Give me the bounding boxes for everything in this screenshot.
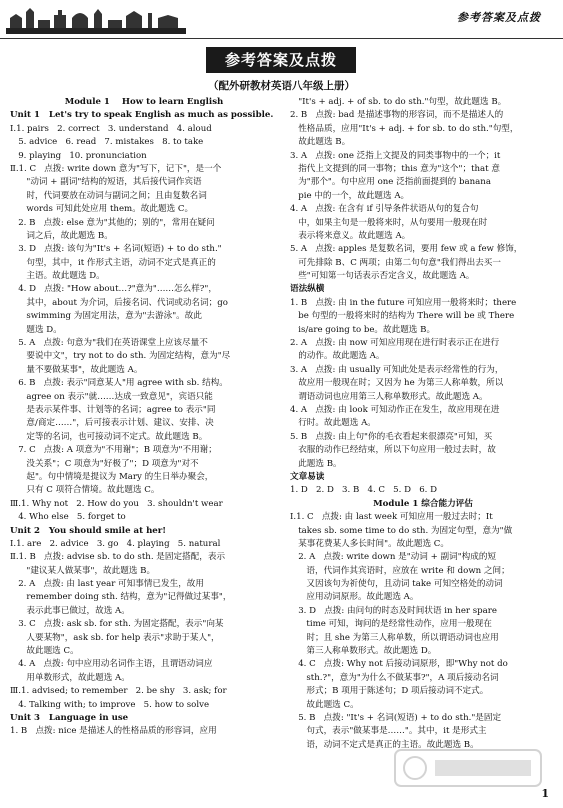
right-column-line: 2. A 点拨: write down 是"动词 + 副词"构成的短 [290, 552, 497, 563]
left-column-line: Ⅱ.1. C 点拨: write down 意为"写下，记下"，是一个 [10, 163, 222, 174]
right-column-line: 3. D 点拨: 由问句的时态及时间状语 in her spare [290, 605, 497, 616]
left-column-line: "建议某人做某事"，故此题选 B。 [10, 565, 156, 576]
right-column-line: 语，代词作其宾语时，应放在 write 和 down 之间； [290, 565, 510, 576]
right-column-line: 的动作。故此题选 A。 [290, 351, 385, 362]
right-column-line: 行时。故此题选 A。 [290, 418, 376, 429]
right-column-line: 句式，表示"做某事是……"。其中，it 是形式主 [290, 726, 487, 737]
left-column-line: Ⅱ.1. B 点拨: advise sb. to do sth. 是固定搭配，表示 [10, 552, 226, 563]
left-column-line: 5. A 点拨: 句意为"我们在英语课堂上应该尽量不 [10, 338, 208, 349]
left-column-line: 意/商定……"，后可接表示计划、建议、安排、决 [10, 418, 214, 429]
right-column-line: 2. B 点拨: bad 是描述事物的形容词，而不是描述人的 [290, 110, 504, 121]
left-column-line: Ⅲ.1. Why not 2. How do you 3. shouldn't wear [10, 498, 223, 509]
left-column-line: 起"。句中情境是提议为 Mary 的生日举办聚会， [10, 471, 214, 482]
left-column-line: 是表示某件事、计划等的名词；agree to 表示"同 [10, 404, 216, 415]
left-column-line: 1. B 点拨: nice 是描述人的性格品质的形容词，应用 [10, 726, 217, 737]
left-column-line: 其中，about 为介词，后接名词、代词或动名词；go [10, 297, 228, 308]
left-column-line: 要说中文"，try not to do sth. 为固定结构，意为"尽 [10, 351, 231, 362]
left-column-line: 没关系"；C 项意为"好极了"；D 项意为"对不 [10, 458, 199, 469]
edition-subtitle: （配外研教材英语八年级上册） [208, 80, 355, 92]
left-column-line: 只有 C 项符合情境。故此题选 C。 [10, 485, 160, 496]
left-column-line: words 可知此处应用 them。故此题选 C。 [10, 204, 194, 215]
left-column-line: agree on 表示"就……达成一致意见"，宾语只能 [10, 391, 213, 402]
left-column-line: Ⅰ.1. pairs 2. correct 3. understand 4. aloud [10, 123, 212, 134]
header-rule [0, 38, 563, 39]
right-column-line: 性格品质，应用"It's + adj. + for sb. to do sth."句型， [290, 123, 519, 134]
right-column-line: 指代上文提到的同一事物；this 意为"这个"；that 意 [290, 163, 500, 174]
left-column-line: Unit 2 You should smile at her! [10, 525, 167, 536]
left-column-line: Unit 3 Language in use [10, 712, 129, 723]
right-column-line: 3. A 点拨: one 泛指上文提及的同类事物中的一个；it [290, 150, 501, 161]
right-column-line: 第三人称单数形式。故此题选 D。 [290, 646, 437, 657]
left-column-line: swimming 为固定用法，意为"去游泳"。故此 [10, 311, 202, 322]
answer-banner: 参考答案及点拨 [206, 47, 356, 73]
left-column-line: 9. playing 10. pronunciation [10, 150, 147, 161]
watermark-logo-icon [393, 746, 543, 790]
right-column-line: Ⅰ.1. C 点拨: 由 last week 可知应用一般过去时；It [290, 512, 493, 523]
right-column-line: 故此题选 B。 [290, 137, 351, 148]
right-column-line: 3. A 点拨: 由 usually 可知此处是表示经常性的行为， [290, 364, 504, 375]
right-column-line: takes sb. some time to do sth. 为固定句型，意为"做 [290, 525, 513, 536]
right-column-line: 4. C 点拨: Why not 后接动词原形，即"Why not do [290, 659, 508, 670]
right-column-line: 又因该句为祈使句，且动词 take 可知空格处的动词 [290, 579, 503, 590]
right-column-line: 为"那个"。句中应用 one 泛指前面提到的 banana [290, 177, 491, 188]
left-column-line: 时，代词要放在动词与副词之间；且由复数名词 [10, 190, 207, 201]
right-column-line: 1. D 2. D 3. B 4. C 5. D 6. D [290, 485, 438, 496]
right-column-line: 衣服的动作已经结束，所以下句应用一般过去时，故 [290, 445, 496, 456]
left-column-line: 故此题选 C。 [10, 646, 79, 657]
left-column-line: 4. Who else 5. forget to [10, 512, 126, 523]
right-column-line: Module 1 综合能力评估 [373, 498, 473, 509]
right-column-line: 5. B 点拨: 由上句"你的毛衣看起来很漂亮"可知，买 [290, 431, 493, 442]
right-column-line: 此题选 B。 [290, 458, 342, 469]
left-column-line: 定等的名词，也可接动词不定式。故此题选 B。 [10, 431, 208, 442]
right-column [290, 96, 556, 752]
right-column-line: 时；且 she 为第三人称单数，所以谓语动词也应用 [290, 632, 499, 643]
left-column-line: 主语。故此题选 D。 [10, 271, 105, 282]
skyline-decoration-icon [6, 6, 186, 34]
right-column-line: 中，如果主句是一般将来时，从句要用一般现在时 [290, 217, 488, 228]
right-column-line: pie 中的一个，故此题选 A。 [290, 190, 410, 201]
left-column-line: 表示此事已做过，故选 A。 [10, 605, 130, 616]
right-column-line: 语，动词不定式是真正的主语。故此题选 B。 [290, 739, 479, 750]
left-column-line: 题选 D。 [10, 324, 62, 335]
left-column-line: 3. C 点拨: ask sb. for sth. 为固定搭配，表示"向某 [10, 619, 224, 630]
right-column-line: 4. A 点拨: 在含有 if 引导条件状语从句的复合句 [290, 204, 479, 215]
left-column-line: 4. A 点拨: 句中应用动名词作主语，且谓语动词应 [10, 659, 213, 670]
page-header [0, 0, 563, 40]
left-column-line: 5. advice 6. read 7. mistakes 8. to take [10, 137, 204, 148]
right-column-line: 可先排除 B、C 两项；由第二句句意"我们得出去买一 [290, 257, 501, 268]
right-column-line: time 可知，询问的是经常性动作，应用一般现在 [290, 619, 492, 630]
right-column-line: be 句型的一般将来时的结构为 There will be 或 There [290, 311, 515, 322]
left-column [10, 96, 278, 739]
right-column-line: 故此题选 C。 [290, 699, 359, 710]
left-column-line: Module 1 How to learn English [64, 97, 224, 107]
right-column-line: 5. B 点拨: "It's + 名词(短语) + to do sth."是固定 [290, 712, 502, 723]
right-column-line: 某事花费某人多长时间"。故此题选 C。 [290, 538, 449, 549]
right-column-line: 形式；B 项用于陈述句；D 项后接动词不定式。 [290, 686, 489, 697]
left-column-line: Unit 1 Let's try to speak English as much as possible. [10, 110, 274, 121]
left-column-line: 3. D 点拨: 该句为"It's + 名词(短语) + to do sth." [10, 244, 222, 255]
left-column-line: 词之后，故此题选 B。 [10, 230, 113, 241]
right-column-line: 些"可知第一句话表示否定含义，故此题选 A。 [290, 271, 475, 282]
right-column-line: 2. A 点拨: 由 now 可知应用现在进行时表示正在进行 [290, 338, 500, 349]
right-column-line: 故应用一般现在时；又因为 he 为第三人称单数，所以 [290, 378, 504, 389]
left-column-line: 人要某物"，ask sb. for help 表示"求助于某人"， [10, 632, 220, 643]
right-column-line: "It's + adj. + of sb. to do sth."句型，故此题选 B。 [290, 97, 507, 107]
left-column-line: 4. Talking with; to improve 5. how to solve [10, 699, 210, 710]
left-column-line: 4. D 点拨: "How about…?"意为"……怎么样?"， [10, 284, 217, 295]
left-column-line: 句型，其中，it 作形式主语，动词不定式是真正的 [10, 257, 216, 268]
left-column-line: Ⅲ.1. advised; to remember 2. be shy 3. ask; for [10, 686, 227, 697]
left-column-line: 7. C 点拨: A 项意为"不用谢"；B 项意为"不用谢； [10, 445, 217, 456]
left-column-line: "动词 + 副词"结构的短语，其后接代词作宾语 [10, 177, 202, 188]
right-column-line: 文章易读 [290, 471, 325, 482]
right-column-line: is/are going to be。故此题选 B。 [290, 324, 436, 335]
right-column-line: 1. B 点拨: 由 in the future 可知应用一般将来时；there [290, 297, 517, 308]
right-column-line: 5. A 点拨: apples 是复数名词，要用 few 或 a few 修饰， [290, 244, 523, 255]
right-column-line: 4. A 点拨: 由 look 可知动作正在发生，故应用现在进 [290, 404, 500, 415]
left-column-line: 量不要做某事"，故此题选 A。 [10, 364, 143, 375]
left-column-line: 2. A 点拨: 由 last year 可知事情已发生，故用 [10, 579, 204, 590]
right-column-line: 表示将来意义。故此题选 A。 [290, 230, 411, 241]
left-column-line: Ⅰ.1. are 2. advice 3. go 4. playing 5. natural [10, 538, 221, 549]
left-column-line: remember doing sth. 结构，意为"记得做过某事"， [10, 592, 232, 603]
left-column-line: 用单数形式，故此题选 A。 [10, 672, 130, 683]
right-column-line: 应用动词原形。故此题选 A。 [290, 592, 419, 603]
page-number: 1 [541, 787, 549, 800]
left-column-line: 6. B 点拨: 表示"同意某人"用 agree with sb. 结构。 [10, 378, 228, 389]
right-column-line: sth.?"，意为"为什么不做某事?"，A 项后接动名词 [290, 672, 499, 683]
header-title: 参考答案及点拨 [457, 11, 541, 24]
right-column-line: 谓语动词也应用第三人称单数形式。故此题选 A。 [290, 391, 488, 402]
right-column-line: 语法纵横 [290, 284, 325, 295]
left-column-line: 2. B 点拨: else 意为"其他的；别的"，常用在疑问 [10, 217, 215, 228]
